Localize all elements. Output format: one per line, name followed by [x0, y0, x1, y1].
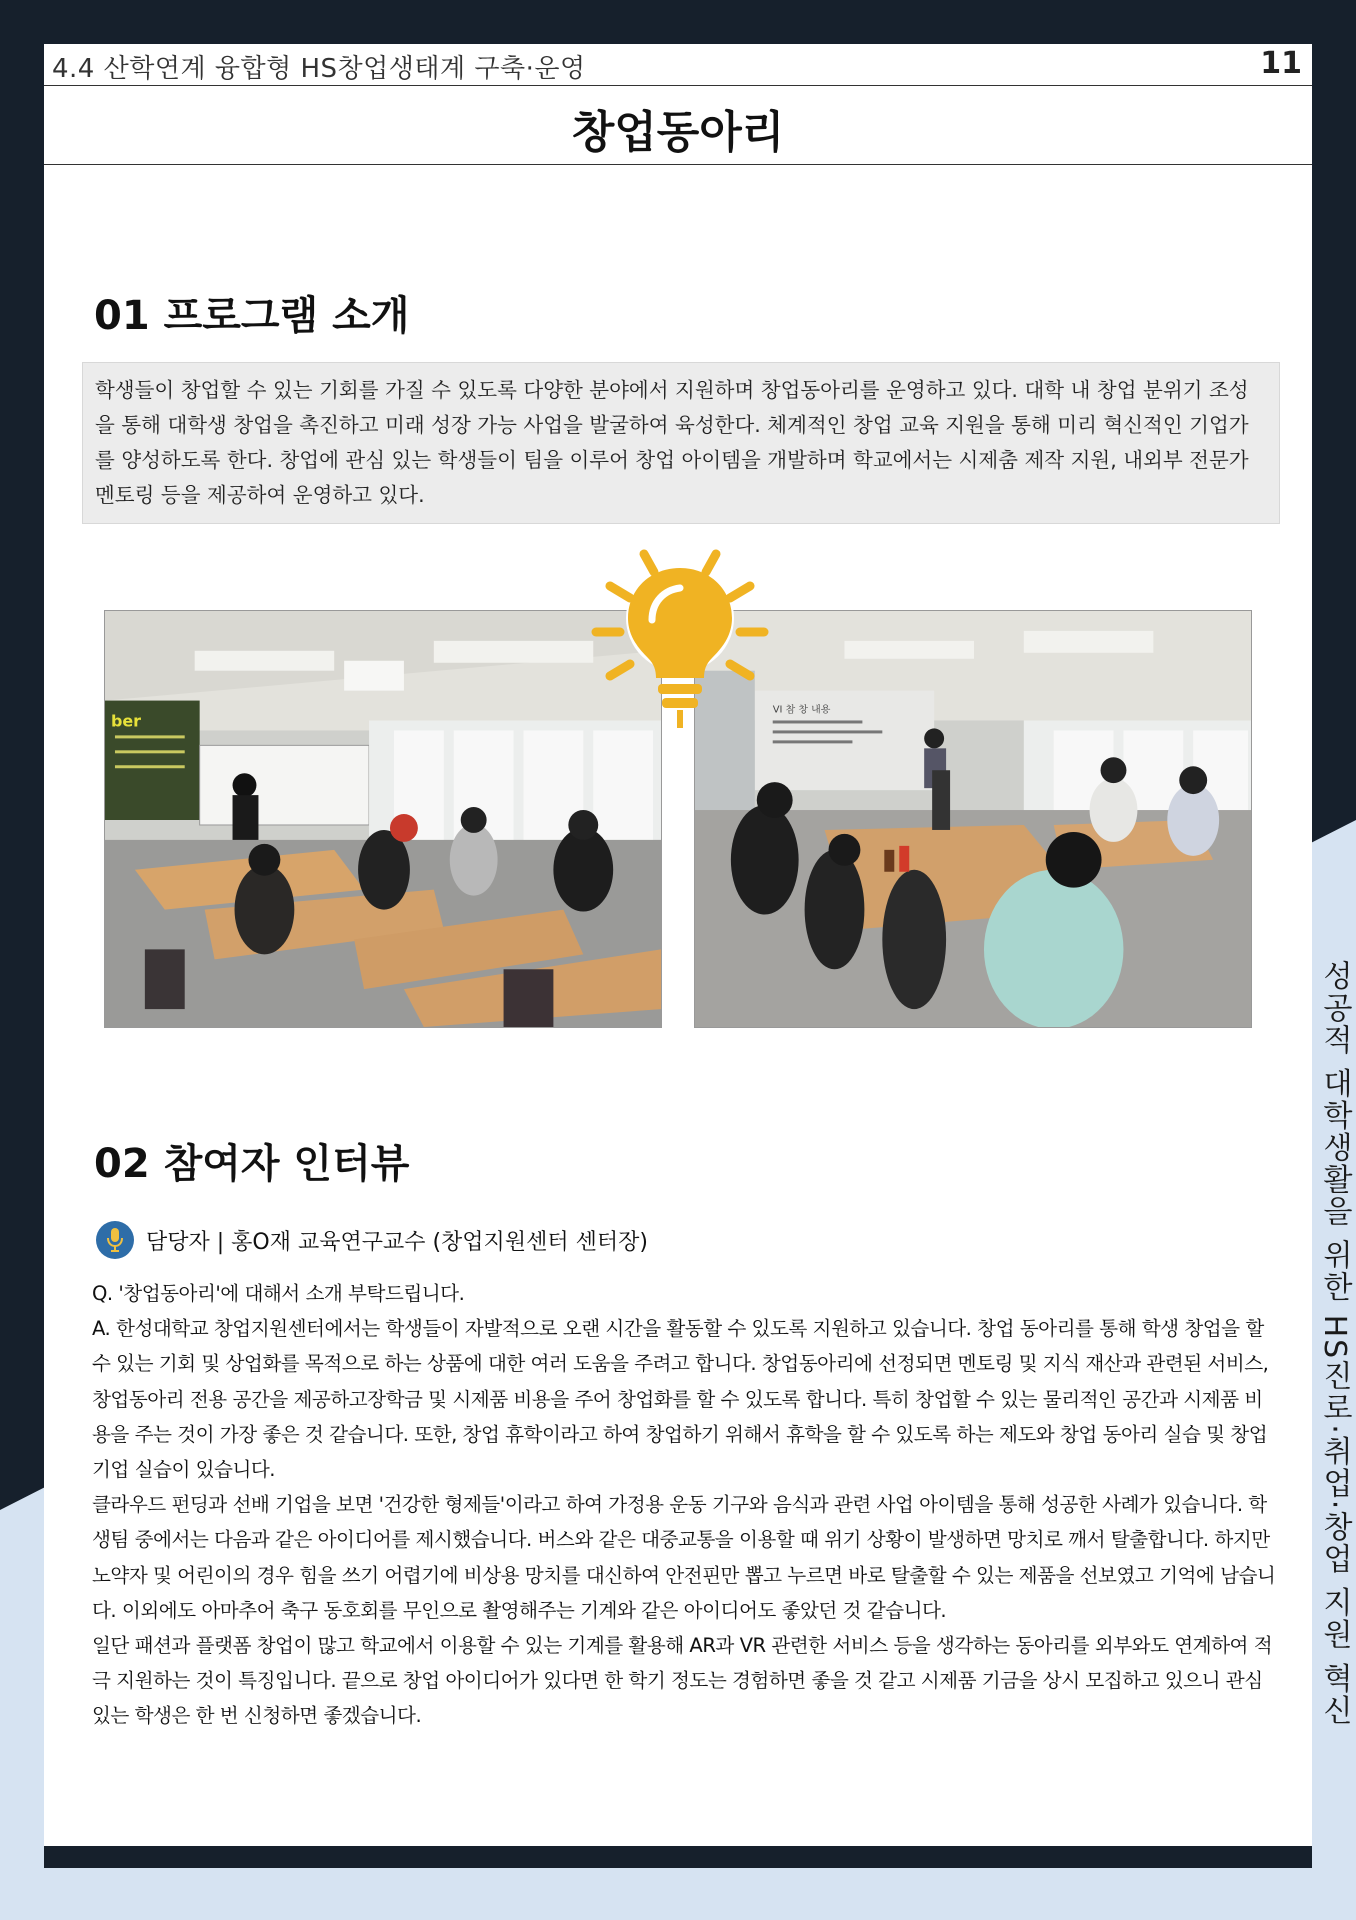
- screen-text-left: ber: [110, 711, 142, 731]
- interview-answer-1: A. 한성대학교 창업지원센터에서는 학생들이 자발적으로 오랜 시간을 활동할 수 있도록 지원하고 있습니다. 창업 동아리를 통해 학생 창업을 할 수 있는 기회 및 상업화를 목적으로 하는 상품에 대한 여러 도움을 주려고 합니다. 창업동아리에 선정되면 멘토링 및 지식 재산과 관련된 서비스, 창업동아리 전용 공간을 제공하고장학금 및 시제품 비용을 주어 창업화를 할 수 있도록 합니다. 특히 창업할 수 있는 물리적인 공간과 시제품 비용을 주는 것이 가장 좋은 것 같습니다. 또한, 창업 휴학이라고 하여 창업하기 위해서 휴학을 할 수 있도록 하는 제도와 창업 동아리 실습 및 창업 기업 실습이 있습니다.: [92, 1317, 1269, 1482]
- microphone-icon: [96, 1221, 134, 1259]
- page-number: 11: [1260, 46, 1302, 81]
- content-page: [44, 44, 1312, 1854]
- bottom-bar: [44, 1846, 1312, 1868]
- program-intro-text: 학생들이 창업할 수 있는 기회를 가질 수 있도록 다양한 분야에서 지원하며 창업동아리를 운영하고 있다. 대학 내 창업 분위기 조성을 통해 대학생 창업을 촉진하고 미래 성장 가능 사업을 발굴하여 육성한다. 체계적인 창업 교육 지원을 통해 미리 혁신적인 기업가를 양성하도록 한다. 창업에 관심 있는 학생들이 팀을 이루어 창업 아이템을 개발하며 학교에서는 시제춤 제작 지원, 내외부 전문가 멘토링 등을 제공하여 운영하고 있다.: [95, 378, 1249, 507]
- program-intro-box: [82, 362, 1280, 524]
- section-heading-program: 01 프로그램 소개: [94, 293, 410, 339]
- interview-question: Q. '창업동아리'에 대해서 소개 부탁드립니다.: [92, 1282, 465, 1305]
- section-label: 4.4 산학연계 융합형 HS창업생태계 구축·운영: [52, 54, 586, 84]
- title-divider: [44, 164, 1312, 165]
- page-title: 창업동아리: [571, 107, 785, 158]
- interview-answer-3: 일단 패션과 플랫폼 창업이 많고 학교에서 이용할 수 있는 기계를 활용해 AR과 VR 관련한 서비스 등을 생각하는 동아리를 외부와도 연계하여 적극 지원하는 것이 특징입니다. 끝으로 창업 아이디어가 있다면 한 학기 정도는 경험하면 좋을 것 같고 시제품 기금을 상시 모집하고 있으니 관심 있는 학생은 한 번 신청하면 좋겠습니다.: [92, 1634, 1273, 1728]
- side-slogan: 성공적 대학생활을 위한 HS진로·취업·창업 지원 혁신: [1317, 960, 1352, 1727]
- interview-body: [92, 1276, 1280, 1734]
- screen-text-right: VI 참 창 내용: [772, 704, 831, 716]
- lightbulb-icon: [590, 538, 770, 728]
- classroom-photo-right: [694, 610, 1252, 1028]
- header-bar: [44, 44, 1312, 86]
- interview-answer-2: 클라우드 펀딩과 선배 기업을 보면 '건강한 형제들'이라고 하여 가정용 운동 기구와 음식과 관련 사업 아이템을 통해 성공한 사례가 있습니다. 학생팀 중에서는 다음과 같은 아이디어를 제시했습니다. 버스와 같은 대중교통을 이용할 때 위기 상황이 발생하면 망치로 깨서 탈출합니다. 하지만 노약자 및 어린이의 경우 힘을 쓰기 어렵기에 비상용 망치를 대신하여 안전핀만 뽑고 누르면 바로 탈출할 수 있는 제품을 선보였고 기억에 남습니다. 이외에도 아마추어 축구 동호회를 무인으로 촬영해주는 기계와 같은 아이디어도 좋았던 것 같습니다.: [92, 1493, 1276, 1622]
- classroom-photo-left: [104, 610, 662, 1028]
- section-heading-interview: 02 참여자 인터뷰: [94, 1141, 410, 1187]
- interviewee-label: 담당자 | 홍O재 교육연구교수 (창업지원센터 센터장): [146, 1229, 648, 1255]
- interviewee-line: [96, 1220, 648, 1260]
